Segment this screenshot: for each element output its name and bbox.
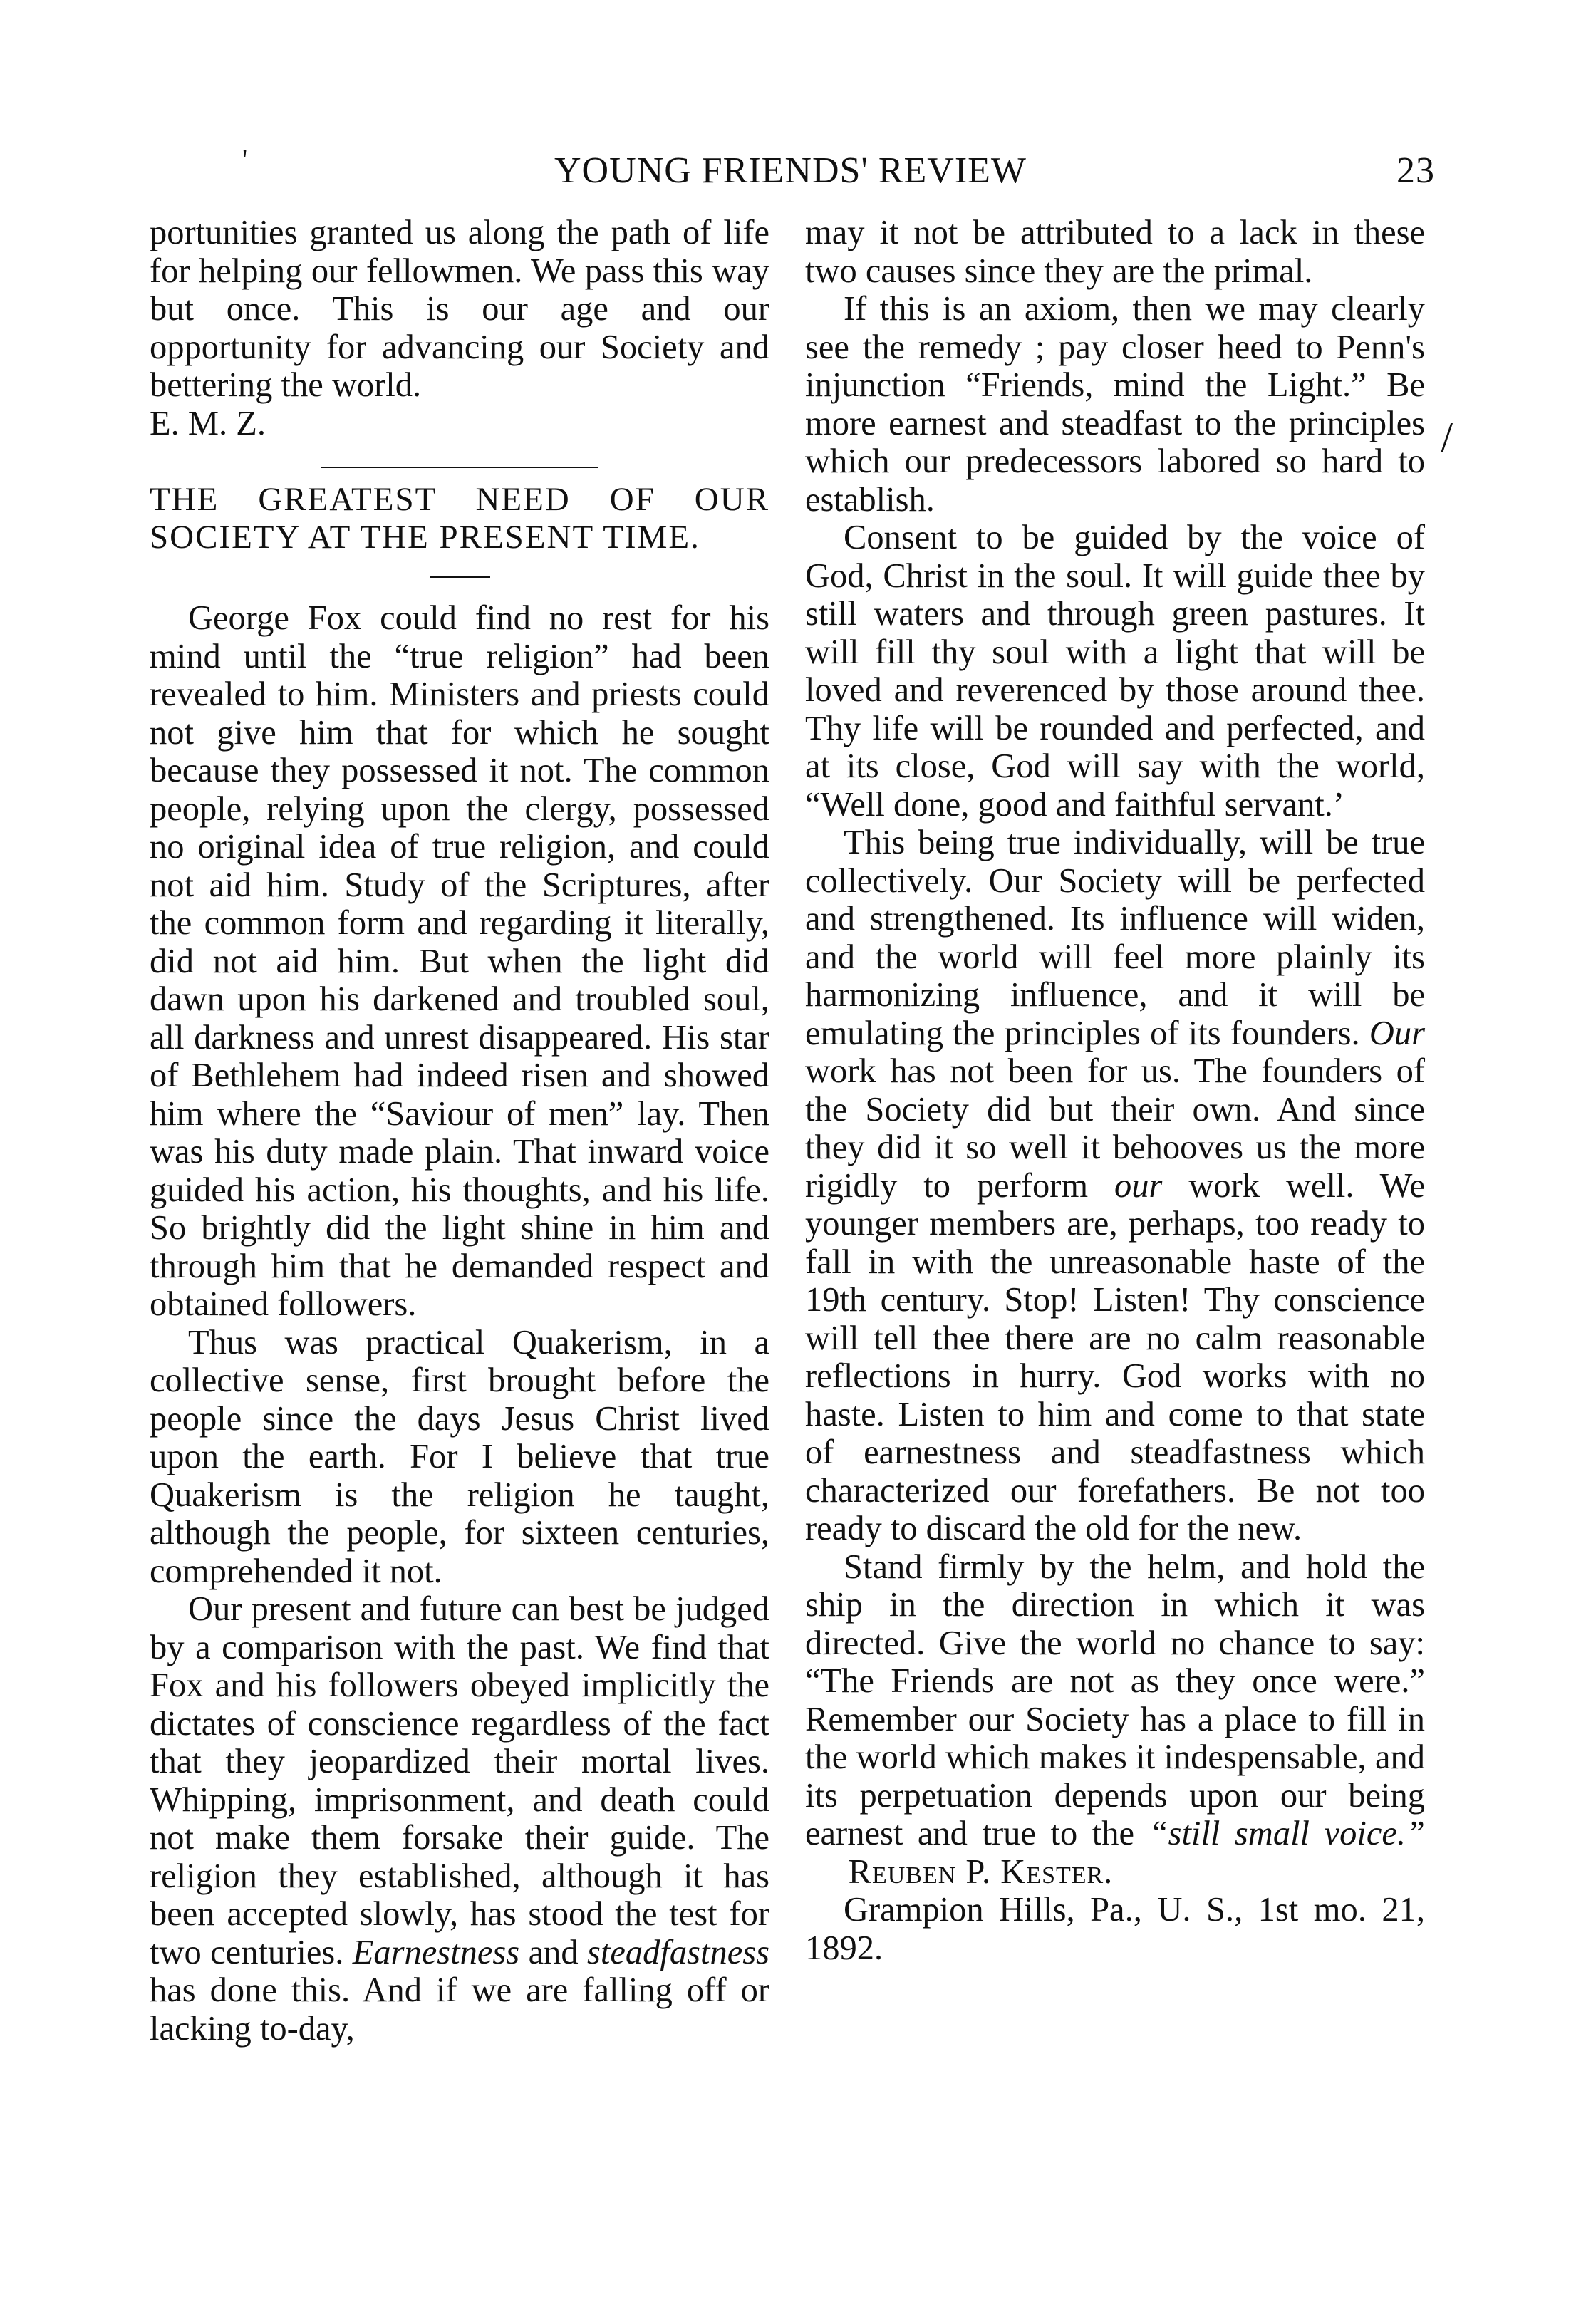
paragraph-7 [805, 1548, 1425, 1892]
paragraph-5: Consent to be guided by the voice of God, Christ in the soul. It will guide thee by still waters and through green pastures. It will fill thy soul with a light that will be loved and reverenced by those around thee. Thy life will be rounded and perfected, and at its close, God will say with the world, “Well done, good and faithful servant.’ [805, 519, 1425, 824]
paragraph-7-text: Stand firmly by the helm, and hold the ship in the direction in which it was directed. Give the world no chance to say: “The Friends are not as they once were.” Remember our Society has a place to fill in the world which makes it indespensable, and its perpetuation depends upon our being earnest and true to the [805, 1547, 1425, 1852]
emphasis-steadfastness: steadfastness [587, 1933, 770, 1971]
paragraph-3-text-b: and [528, 1933, 579, 1971]
section-divider [321, 467, 598, 468]
right-column [805, 214, 1425, 1967]
intro-signature: E. M. Z. [150, 404, 266, 442]
paragraph-3-text-c: has done this. And if we are falling off or lacking to-day, [150, 1971, 769, 2048]
margin-mark: / [1441, 414, 1453, 461]
dateline: Grampion Hills, Pa., U. S., 1st mo. 21, 1892. [805, 1891, 1425, 1967]
article-title: THE GREATEST NEED OF OUR SOCIETY AT THE PRESENT TIME. [150, 481, 769, 556]
paragraph-4: If this is an axiom, then we may clearly see the remedy ; pay closer heed to Penn's injunction “Friends, mind the Light.” Be more earnest and steadfast to the principles which our predecessors labored so hard to establish. [805, 290, 1425, 519]
paragraph-1: George Fox could find no rest for his mind until the “true religion” had been revealed to him. Ministers and priests could not give him that for which he sought because they possessed it not. The common people, relying upon the clergy, possessed no original idea of true religion, and could not aid him. Study of the Scriptures, after the common form and regarding it literally, did not aid him. But when the light did dawn upon his darkened and troubled soul, all darkness and unrest disappeared. His star of Bethlehem had indeed risen and showed him where the “Saviour of men” lay. Then was his duty made plain. That inward voice guided his action, his thoughts, and his life. So brightly did the light shine in him and through him that he demanded respect and obtained followers. [150, 599, 769, 1323]
paragraph-6-text-b: work has not been for us. The founders of the Society did but their own. And since they did it so well it behooves us the more rigidly to perform [805, 1052, 1425, 1205]
emphasis-our-1: Our [1369, 1014, 1426, 1052]
emphasis-still-small-voice: “still small voice.” [1149, 1815, 1426, 1852]
header-mark: ' [242, 143, 249, 175]
emphasis-our-2: our [1114, 1166, 1163, 1205]
running-title: YOUNG FRIENDS' REVIEW [554, 150, 1027, 191]
paragraph-3-text-a: Our present and future can best be judged by a comparison with the past. We find that Fox and his followers obeyed implicitly the dictates of conscience regardless of the fact that they jeopardized their mortal lives. Whipping, imprisonment, and death could not make them forsake their guide. The religion they established, although it has been accepted slowly, has stood the test for two centuries. [150, 1590, 769, 1971]
page-header [146, 143, 1435, 207]
paragraph-2: Thus was practical Quakerism, in a collective sense, first brought before the people since the days Jesus Christ lived upon the earth. For I believe that true Quakerism is the religion he taught, although the people, for sixteen centuries, comprehended it not. [150, 1323, 769, 1590]
continued-paragraph: may it not be attributed to a lack in these two causes since they are the primal. [805, 214, 1425, 290]
paragraph-3 [150, 1590, 769, 2048]
intro-paragraph: portunities granted us along the path of life for helping our fellowmen. We pass this way but once. This is our age and our opportunity for advancing our Society and bettering the world. [150, 214, 769, 404]
author-name: Reuben P. Kester. [848, 1852, 1114, 1891]
paragraph-6-text-a: This being true individually, will be true collectively. Our Society will be perfected and strengthened. Its influence will widen, and the world will feel more plainly its harmonizing influence, and it will be emulating the principles of its founders. [805, 824, 1425, 1052]
title-divider [430, 576, 490, 578]
page-number: 23 [1396, 150, 1435, 191]
paragraph-6 [805, 824, 1425, 1548]
emphasis-earnestness: Earnestness [352, 1933, 520, 1971]
left-column [150, 214, 769, 2048]
paragraph-6-text-c: work well. We younger members are, perhaps, too ready to fall in with the unreasonable haste of the 19th century. Stop! Listen! Thy conscience will tell thee there are no calm reasonable reflections in hurry. God works with no haste. Listen to him and come to that state of earnestness and steadfastness which characterized our forefathers. Be not too ready to discard the old for the new. [805, 1166, 1425, 1547]
